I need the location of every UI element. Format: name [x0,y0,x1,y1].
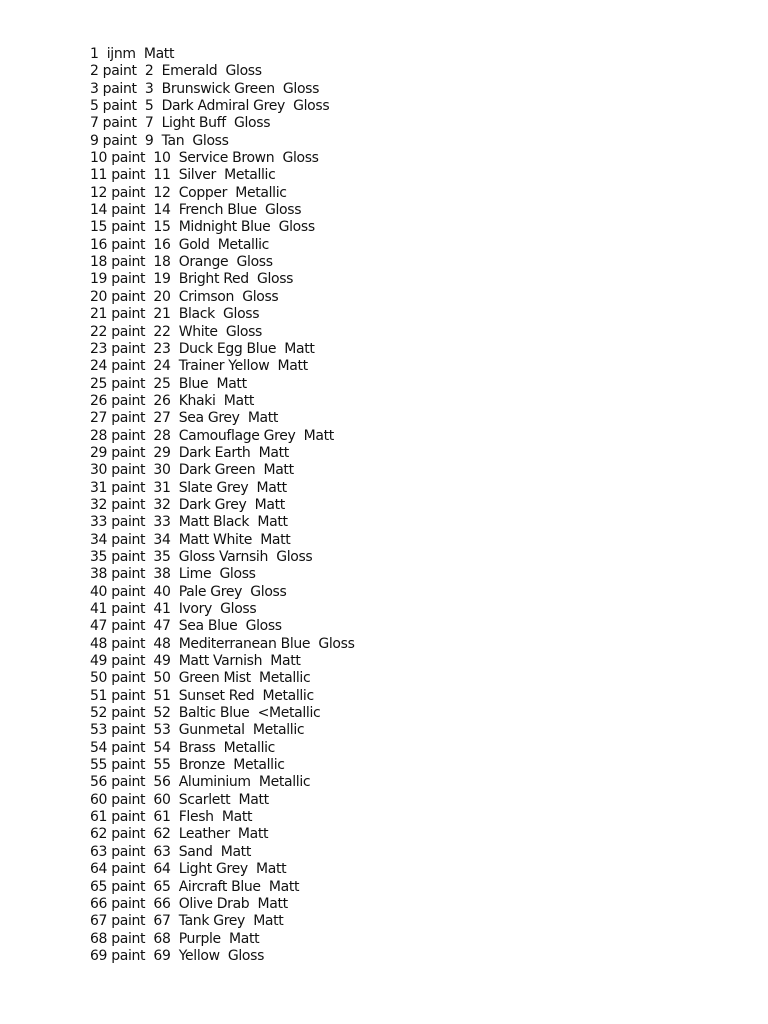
paint-list [90,46,730,965]
paint-list-line: 29 paint 29 Dark Earth Matt [90,444,289,461]
paint-list-line: 41 paint 41 Ivory Gloss [90,601,257,617]
paint-list-line: 19 paint 19 Bright Red Gloss [90,271,294,288]
paint-list-line: 52 paint 52 Baltic Blue <Metallic [90,705,321,722]
paint-list-line: 65 paint 65 Aircraft Blue Matt [90,878,300,895]
paint-list-line: 25 paint 25 Blue Matt [90,375,247,392]
paint-list-line: 27 paint 27 Sea Grey Matt [90,410,279,427]
paint-list-line: 51 paint 51 Sunset Red Metallic [90,687,314,704]
paint-list-line: 7 paint 7 Light Buff Gloss [90,115,271,132]
paint-list-line: 18 paint 18 Orange Gloss [90,254,273,271]
paint-list-line: 54 paint 54 Brass Metallic [90,739,276,756]
paint-list-line: 64 paint 64 Light Grey Matt [90,861,287,878]
paint-list-line: 20 paint 20 Crimson Gloss [90,288,279,305]
paint-list-line: 22 paint 22 White Gloss [90,323,262,340]
paint-list-line: 30 paint 30 Dark Green Matt [90,462,294,479]
paint-list-line: 21 paint 21 Black Gloss [90,306,260,323]
paint-list-line: 9 paint 9 Tan Gloss [90,132,229,149]
paint-list-line: 23 paint 23 Duck Egg Blue Matt [90,340,315,357]
paint-list-line: 68 paint 68 Purple Matt [90,930,260,947]
paint-list-line: 48 paint 48 Mediterranean Blue Gloss [90,635,355,652]
paint-list-line: 67 paint 67 Tank Grey Matt [90,913,284,930]
paint-list-line: 35 paint 35 Gloss Varnsih Gloss [90,548,313,565]
paint-list-line: 47 paint 47 Sea Blue Gloss [90,618,282,635]
paint-list-line: 24 paint 24 Trainer Yellow Matt [90,358,308,375]
paint-list-line: 55 paint 55 Bronze Metallic [90,757,285,774]
paint-list-line: 11 paint 11 Silver Metallic [90,167,276,184]
paint-list-line: 61 paint 61 Flesh Matt [90,809,253,826]
paint-list-line: 63 paint 63 Sand Matt [90,843,251,860]
paint-list-line: 14 paint 14 French Blue Gloss [90,202,302,219]
paint-list-line: 69 paint 69 Yellow Gloss [90,947,265,964]
paint-list-line: 16 paint 16 Gold Metallic [90,236,270,253]
paint-list-line: 33 paint 33 Matt Black Matt [90,514,288,531]
paint-list-line: 56 paint 56 Aluminium Metallic [90,774,311,791]
paint-list-line: 1 ijnm Matt [90,46,175,62]
paint-list-line: 2 paint 2 Emerald Gloss [90,63,262,80]
paint-list-line: 53 paint 53 Gunmetal Metallic [90,722,305,739]
paint-list-line: 66 paint 66 Olive Drab Matt [90,895,288,912]
paint-list-line: 15 paint 15 Midnight Blue Gloss [90,219,315,236]
paint-list-line: 60 paint 60 Scarlett Matt [90,791,269,808]
paint-list-line: 28 paint 28 Camouflage Grey Matt [90,427,334,444]
paint-list-line: 3 paint 3 Brunswick Green Gloss [90,80,320,97]
paint-list-line: 5 paint 5 Dark Admiral Grey Gloss [90,98,330,115]
paint-list-line: 50 paint 50 Green Mist Metallic [90,670,311,687]
paint-list-line: 26 paint 26 Khaki Matt [90,392,255,409]
paint-list-line: 32 paint 32 Dark Grey Matt [90,496,285,513]
paint-list-line: 38 paint 38 Lime Gloss [90,566,256,583]
paint-list-line: 49 paint 49 Matt Varnish Matt [90,653,301,670]
paint-list-line: 34 paint 34 Matt White Matt [90,531,291,548]
paint-list-line: 10 paint 10 Service Brown Gloss [90,150,319,167]
paint-list-line: 40 paint 40 Pale Grey Gloss [90,583,287,600]
paint-list-line: 12 paint 12 Copper Metallic [90,184,287,201]
paint-list-line: 31 paint 31 Slate Grey Matt [90,479,287,496]
paint-list-line: 62 paint 62 Leather Matt [90,826,269,843]
